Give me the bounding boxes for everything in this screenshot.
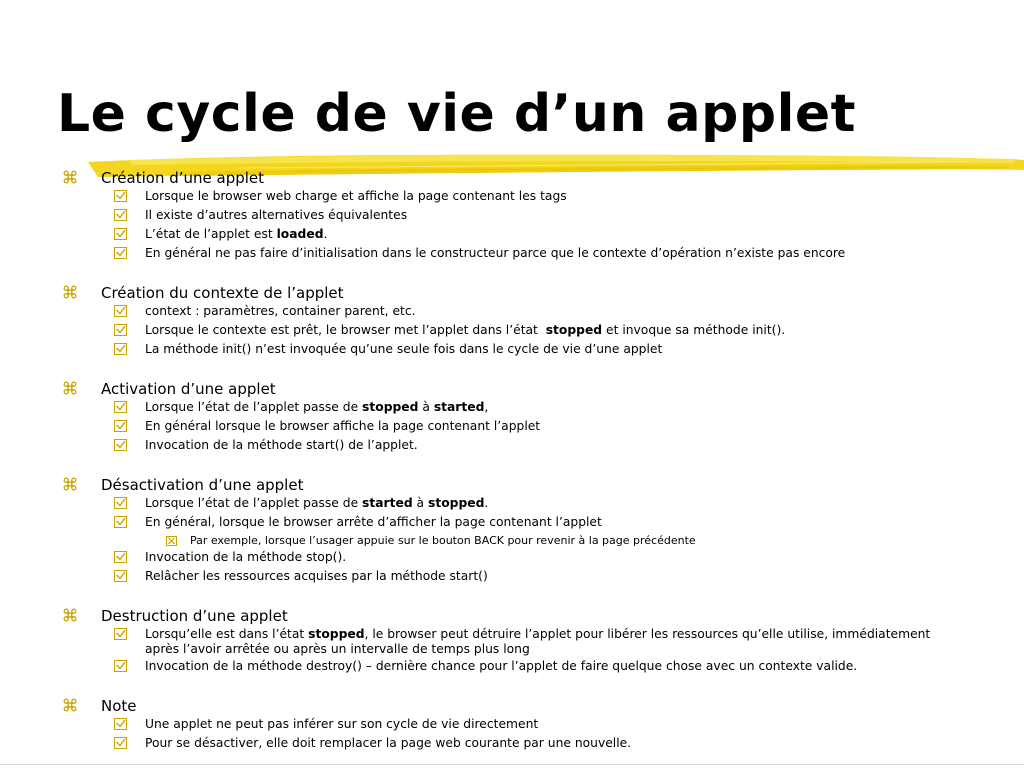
footer-divider: [0, 764, 1024, 765]
sub-bullet-item: [0, 533, 1024, 549]
bullet-text: Il existe d’autres alternatives équivalentes: [145, 208, 408, 222]
bold-term: started: [433, 400, 485, 414]
checkbox-check-icon: [114, 343, 127, 355]
section-heading: [0, 168, 1024, 188]
bullet-text: Invocation de la méthode destroy() – dernière chance pour l’applet de faire quelque chose avec un contexte valide.: [145, 659, 858, 673]
checkbox-check-icon: [114, 420, 127, 432]
bullet-item: [0, 322, 945, 341]
section: [0, 475, 1024, 587]
bullet-text: .: [484, 496, 489, 510]
bullet-item: [0, 341, 945, 360]
bullet-text: Invocation de la méthode start() de l’applet.: [145, 438, 418, 452]
checkbox-check-icon: [114, 660, 127, 672]
bullet-item: [0, 735, 945, 754]
section-heading-text: Activation d’une applet: [101, 380, 276, 398]
bold-term: started: [362, 496, 413, 510]
section: [0, 379, 1024, 456]
bullet-text: context : paramètres, container parent, etc.: [145, 304, 416, 318]
command-key-icon: [63, 698, 77, 712]
bold-term: loaded: [276, 227, 324, 241]
bullet-text: Lorsque le browser web charge et affiche la page contenant les tags: [145, 189, 567, 203]
section-heading: [0, 475, 1024, 495]
checkbox-check-icon: [114, 718, 127, 730]
slide-title: Le cycle de vie d’un applet: [57, 84, 857, 144]
bullet-text: L’état de l’applet est: [145, 227, 277, 241]
bullet-item: [0, 207, 945, 226]
command-key-icon: [63, 477, 77, 491]
bullet-item: [0, 303, 945, 322]
section: [0, 606, 1024, 677]
bullet-item: [0, 226, 945, 245]
checkbox-check-icon: [114, 305, 127, 317]
checkbox-check-icon: [114, 228, 127, 240]
command-key-icon: [63, 381, 77, 395]
bullet-text: La méthode init() n’est invoquée qu’une seule fois dans le cycle de vie d’une applet: [145, 342, 663, 356]
section-heading: [0, 283, 1024, 303]
section-heading-text: Création d’une applet: [101, 169, 265, 187]
command-key-icon: [63, 170, 77, 184]
section-heading-text: Note: [101, 697, 137, 715]
checkbox-check-icon: [114, 439, 127, 451]
bullet-text: Relâcher les ressources acquises par la méthode start(): [145, 569, 488, 583]
bullet-text: et invoque sa méthode init().: [602, 323, 786, 337]
bullet-text: En général, lorsque le browser arrête d’afficher la page contenant l’applet: [145, 515, 602, 529]
bullet-text: à: [412, 496, 428, 510]
command-key-icon: [63, 285, 77, 299]
bullet-item: [0, 418, 945, 437]
section: [0, 168, 1024, 264]
bullet-text: Lorsqu’elle est dans l’état: [145, 627, 309, 641]
bullet-content: [0, 168, 1024, 773]
bullet-item: [0, 437, 945, 456]
bullet-item: [0, 399, 945, 418]
checkbox-check-icon: [114, 551, 127, 563]
command-key-icon: [63, 608, 77, 622]
checkbox-check-icon: [114, 247, 127, 259]
bullet-item: [0, 549, 945, 568]
bold-term: stopped: [428, 496, 485, 510]
bullet-text: En général lorsque le browser affiche la page contenant l’applet: [145, 419, 541, 433]
section: [0, 283, 1024, 360]
checkbox-check-icon: [114, 190, 127, 202]
checkbox-x-icon: [166, 536, 177, 546]
bold-term: stopped: [362, 400, 419, 414]
checkbox-check-icon: [114, 497, 127, 509]
bullet-text: ,: [484, 400, 489, 414]
section-heading: [0, 696, 1024, 716]
section-heading: [0, 379, 1024, 399]
bullet-text: Lorsque l’état de l’applet passe de: [145, 400, 363, 414]
section: [0, 696, 1024, 754]
bullet-text: Invocation de la méthode stop().: [145, 550, 347, 564]
checkbox-check-icon: [114, 570, 127, 582]
bullet-item: [0, 568, 945, 587]
bold-term: stopped: [308, 627, 365, 641]
bullet-text: Lorsque le contexte est prêt, le browser met l’applet dans l’état: [145, 323, 546, 337]
bullet-item: [0, 658, 945, 677]
section-heading-text: Destruction d’une applet: [101, 607, 288, 625]
bullet-text: .: [323, 227, 328, 241]
bullet-item: [0, 495, 945, 514]
bullet-item: [0, 626, 945, 658]
bullet-text: En général ne pas faire d’initialisation dans le constructeur parce que le contexte d’opération n’existe pas encore: [145, 246, 846, 260]
checkbox-check-icon: [114, 516, 127, 528]
section-heading-text: Désactivation d’une applet: [101, 476, 304, 494]
bullet-text: Lorsque l’état de l’applet passe de: [145, 496, 363, 510]
bullet-text: Une applet ne peut pas inférer sur son cycle de vie directement: [145, 717, 539, 731]
bullet-item: [0, 188, 945, 207]
bullet-text: à: [418, 400, 434, 414]
bullet-text: Par exemple, lorsque l’usager appuie sur le bouton BACK pour revenir à la page précédente: [190, 534, 696, 547]
bullet-text: Pour se désactiver, elle doit remplacer la page web courante par une nouvelle.: [145, 736, 632, 750]
checkbox-check-icon: [114, 209, 127, 221]
checkbox-check-icon: [114, 737, 127, 749]
checkbox-check-icon: [114, 628, 127, 640]
section-heading-text: Création du contexte de l’applet: [101, 284, 344, 302]
bullet-item: [0, 245, 945, 264]
bullet-item: [0, 514, 945, 533]
checkbox-check-icon: [114, 401, 127, 413]
bold-term: stopped: [545, 323, 603, 337]
section-heading: [0, 606, 1024, 626]
checkbox-check-icon: [114, 324, 127, 336]
bullet-text: , le browser peut détruire l’applet pour libérer les ressources qu’elle utilise, immédiatement après l’avoir arrêtée ou après un intervalle de temps plus long: [145, 627, 935, 656]
bullet-item: [0, 716, 945, 735]
